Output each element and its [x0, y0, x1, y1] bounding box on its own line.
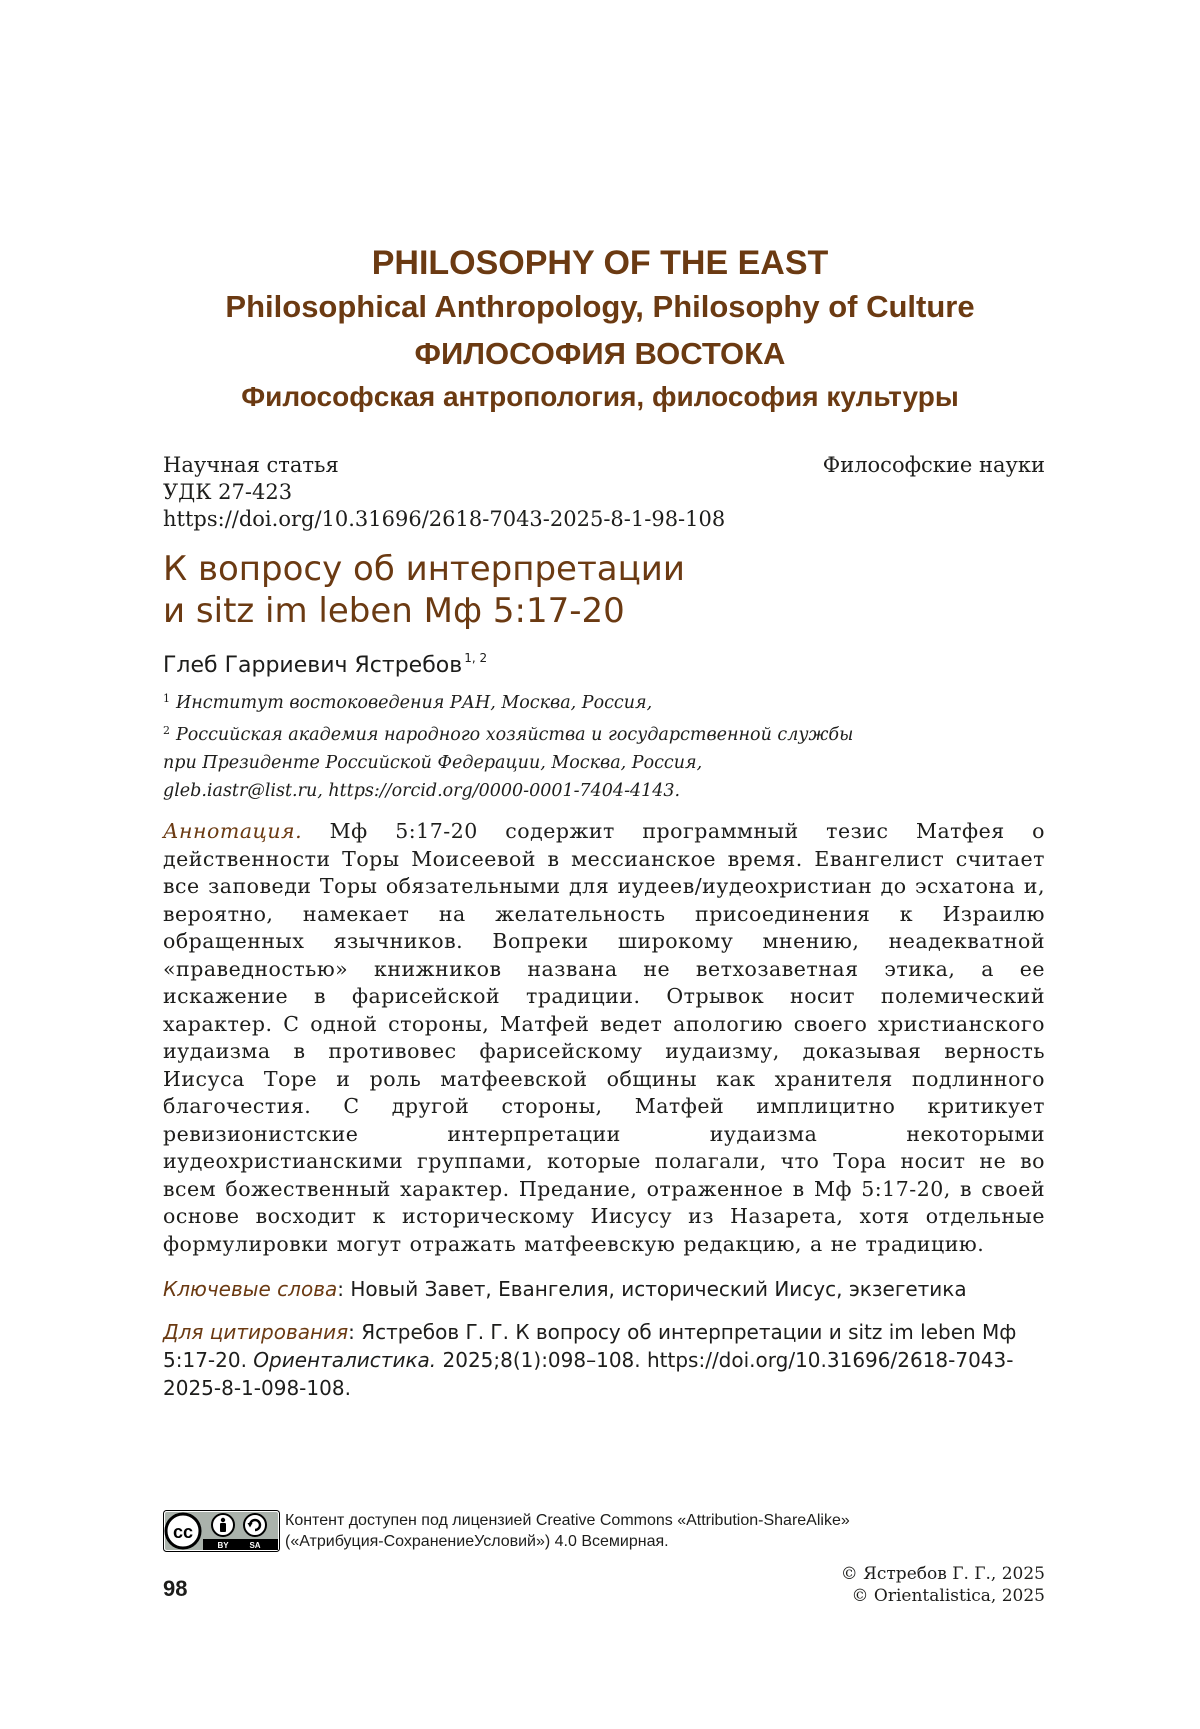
doi-link[interactable]: https://doi.org/10.31696/2618-7043-2025-8-1-98-108: [163, 507, 726, 531]
author: [163, 644, 487, 680]
author-affil-refs: 1, 2: [464, 651, 488, 665]
page-number: 98: [163, 1576, 188, 1601]
author-name: Глеб Гарриевич Ястребов: [163, 653, 463, 678]
share-alike-icon: [244, 1514, 266, 1536]
cc-logo-text: cc: [172, 1522, 194, 1542]
keywords-label: Ключевые слова: [163, 1277, 338, 1301]
section-subtitle-ru: Философская антропология, философия культуры: [241, 381, 959, 412]
copyright-journal: © Orientalistica, 2025: [851, 1586, 1045, 1606]
license-text: [285, 1510, 1045, 1552]
license-line2: («Атрибуция-СохранениеУсловий») 4.0 Всемирная.: [285, 1533, 669, 1550]
journal-name: Ориенталистика.: [253, 1348, 437, 1372]
section-subtitle-en: Philosophical Anthropology, Philosophy of Culture: [225, 289, 975, 324]
article-title-line2: и sitz im leben Мф 5:17-20: [163, 591, 625, 631]
author-contact[interactable]: gleb.iastr@list.ru, https://orcid.org/0000-0001-7404-4143.: [163, 781, 681, 801]
cc-by-sa-badge-icon[interactable]: [163, 1510, 280, 1552]
citation-label: Для цитирования: [163, 1320, 349, 1344]
article-title-line1: К вопросу об интерпретации: [163, 549, 685, 589]
section-header: [0, 240, 1200, 418]
udc-code: УДК 27-423: [163, 480, 293, 504]
article-type: Научная статья: [163, 453, 339, 477]
abstract: [163, 818, 1045, 1258]
article-title: [163, 548, 1045, 632]
license-line1: Контент доступен под лицензией Creative Commons «Attribution-ShareAlike»: [285, 1512, 850, 1529]
keywords-text: Новый Завет, Евангелия, исторический Иисус, экзегетика: [350, 1277, 967, 1301]
affiliation-2-cont: при Президенте Российской Федерации, Москва, Россия,: [163, 753, 703, 773]
article-meta: [163, 452, 1045, 533]
section-title-en: PHILOSOPHY OF THE EAST: [371, 244, 829, 282]
cc-by-label: BY: [217, 1541, 229, 1550]
copyright: [841, 1563, 1045, 1607]
abstract-label: Аннотация.: [163, 819, 303, 843]
affiliation-1: $^1$ Институт востоковедения РАН, Москва, Россия,: [163, 692, 653, 713]
cc-sa-label: SA: [249, 1541, 261, 1550]
abstract-text: Мф 5:17-20 содержит программный тезис Матфея о действенности Торы Моисеевой в мессианское время. Евангелист считает все заповеди Торы обязательными для иудеев/иудеохристиан до эсхатона и, вероятно, намекает на желательность присоединения к Израилю обращенных язычников. Вопреки широкому мнению, неадекватной «праведностью» книжников названа не ветхозаветная этика, а ее искажение в фарисейской традиции. Отрывок носит полемический характер. С одной стороны, Матфей ведет апологию своего христианского иудаизма в противовес фарисейскому иудаизму, доказывая верность Иисуса Торе и роль матфеевской общины как хранителя подлинного благочестия. С другой стороны, Матфей имплицитно критикует ревизионистские интерпретации иудаизма некоторыми иудеохристианскими группами, которые полагали, что Тора носит не во всем божественный характер. Предание, отраженное в Мф 5:17-20, в своей основе восходит к историческому Иисусу из Назарета, хотя отдельные формулировки могут отражать матфеевскую редакцию, а не традицию.: [163, 819, 1045, 1256]
affiliation-2: $^2$ Российская академия народного хозяйства и государственной службы: [163, 724, 854, 745]
affiliations: [163, 685, 1045, 805]
citation: Для цитирования: Ястребов Г. Г. К вопросу об интерпретации и sitz im leben Мф 5:17-20. Ориенталистика. 2025;8(1):098–108. https://doi.org/10.31696/2618-7043-2025-8-1-098-108.: [163, 1320, 1017, 1400]
article-field: Философские науки: [822, 453, 1045, 477]
copyright-author: © Ястребов Г. Г., 2025: [840, 1564, 1045, 1584]
keywords: Ключевые слова: Новый Завет, Евангелия, исторический Иисус, экзегетика: [163, 1277, 967, 1301]
section-title-ru: ФИЛОСОФИЯ ВОСТОКА: [414, 336, 786, 371]
